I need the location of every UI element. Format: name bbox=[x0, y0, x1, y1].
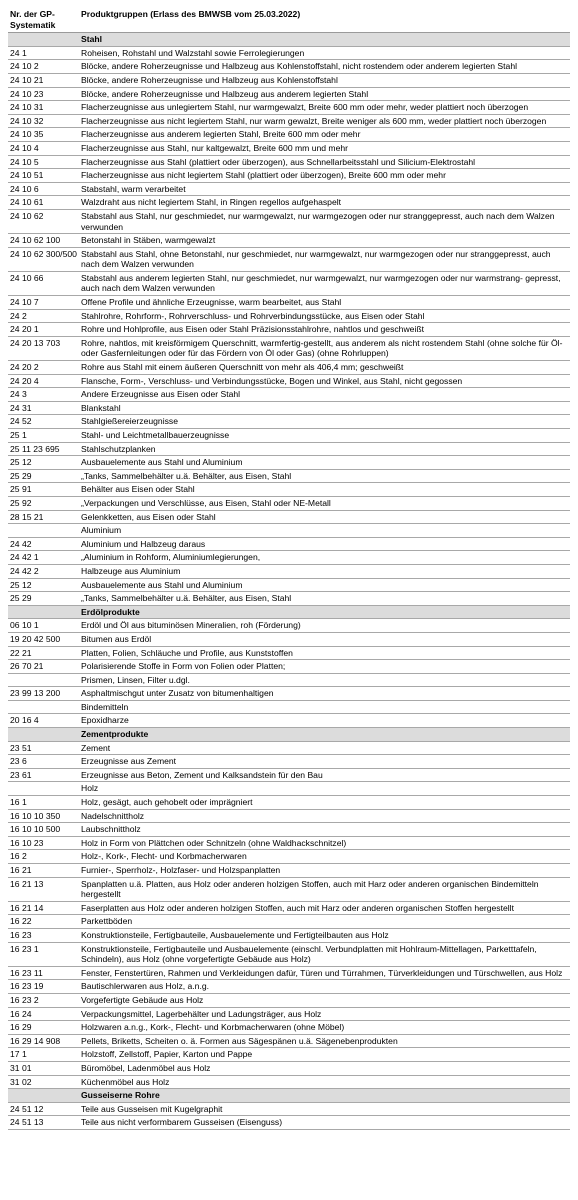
code-cell: 24 20 2 bbox=[8, 361, 79, 375]
product-group-cell: Stabstahl, warm verarbeitet bbox=[79, 182, 570, 196]
table-row bbox=[8, 323, 570, 337]
table-row bbox=[8, 768, 570, 782]
product-group-cell: Bautischlerwaren aus Holz, a.n.g. bbox=[79, 980, 570, 994]
table-row bbox=[8, 196, 570, 210]
table-row bbox=[8, 296, 570, 310]
table-row bbox=[8, 755, 570, 769]
code-cell: 24 31 bbox=[8, 401, 79, 415]
product-group-cell: Stahlgießereierzeugnisse bbox=[79, 415, 570, 429]
table-row bbox=[8, 442, 570, 456]
code-cell: 24 10 35 bbox=[8, 128, 79, 142]
product-group-cell: Holz bbox=[79, 782, 570, 796]
table-row bbox=[8, 361, 570, 375]
code-cell: 16 2 bbox=[8, 850, 79, 864]
table-row bbox=[8, 796, 570, 810]
code-cell: 24 42 bbox=[8, 537, 79, 551]
table-row bbox=[8, 169, 570, 183]
table-row bbox=[8, 741, 570, 755]
code-cell: 20 16 4 bbox=[8, 714, 79, 728]
product-group-cell: Konstruktionsteile, Fertigbauteile, Ausbauelemente und Fertigteilbauten aus Holz bbox=[79, 928, 570, 942]
product-group-cell: Büromöbel, Ladenmöbel aus Holz bbox=[79, 1061, 570, 1075]
section-header-row bbox=[8, 605, 570, 619]
product-group-cell: Stahl- und Leichtmetallbauerzeugnisse bbox=[79, 429, 570, 443]
code-cell: 16 23 bbox=[8, 928, 79, 942]
code-cell: 06 10 1 bbox=[8, 619, 79, 633]
code-cell: 24 10 66 bbox=[8, 271, 79, 295]
code-cell: 31 02 bbox=[8, 1075, 79, 1089]
product-group-cell: „Aluminium in Rohform, Aluminiumlegierungen, bbox=[79, 551, 570, 565]
product-group-cell: Furnier-, Sperrholz-, Holzfaser- und Holzspanplatten bbox=[79, 864, 570, 878]
section-title: Stahl bbox=[79, 33, 570, 47]
product-group-cell: Bitumen aus Erdöl bbox=[79, 632, 570, 646]
table-row bbox=[8, 850, 570, 864]
product-group-cell: Stabstahl aus anderem legierten Stahl, nur geschmiedet, nur warmgewalzt, nur warmgezogen oder nur warmstrang- gepresst, auch nach dem Walzen verwunden bbox=[79, 271, 570, 295]
table-row bbox=[8, 592, 570, 606]
code-cell: 24 42 2 bbox=[8, 564, 79, 578]
table-row bbox=[8, 980, 570, 994]
code-cell: 28 15 21 bbox=[8, 510, 79, 524]
table-row bbox=[8, 700, 570, 714]
code-cell: 24 10 4 bbox=[8, 141, 79, 155]
code-cell: 24 10 51 bbox=[8, 169, 79, 183]
code-cell: 16 23 11 bbox=[8, 966, 79, 980]
code-cell bbox=[8, 700, 79, 714]
table-row bbox=[8, 660, 570, 674]
table-row bbox=[8, 578, 570, 592]
code-cell: 24 10 21 bbox=[8, 73, 79, 87]
product-group-cell: Erzeugnisse aus Beton, Zement und Kalksandstein für den Bau bbox=[79, 768, 570, 782]
code-cell: 16 1 bbox=[8, 796, 79, 810]
table-row bbox=[8, 942, 570, 966]
product-group-cell: Laubschnittholz bbox=[79, 823, 570, 837]
table-row bbox=[8, 415, 570, 429]
product-group-cell: Roheisen, Rohstahl und Walzstahl sowie Ferrolegierungen bbox=[79, 46, 570, 60]
product-group-cell: „Tanks, Sammelbehälter u.ä. Behälter, aus Eisen, Stahl bbox=[79, 592, 570, 606]
table-row bbox=[8, 836, 570, 850]
code-cell: 25 1 bbox=[8, 429, 79, 443]
product-group-table bbox=[8, 8, 570, 1130]
code-cell: 24 51 13 bbox=[8, 1116, 79, 1130]
table-row bbox=[8, 1061, 570, 1075]
code-cell: 22 21 bbox=[8, 646, 79, 660]
product-group-cell: Fenster, Fenstertüren, Rahmen und Verkleidungen dafür, Türen und Türrahmen, Türverkleidungen und Türschwellen, aus Holz bbox=[79, 966, 570, 980]
code-cell: 24 10 31 bbox=[8, 101, 79, 115]
table-row bbox=[8, 209, 570, 233]
code-cell: 16 29 14 908 bbox=[8, 1034, 79, 1048]
code-cell: 17 1 bbox=[8, 1048, 79, 1062]
product-group-cell: Asphaltmischgut unter Zusatz von bitumenhaltigen bbox=[79, 687, 570, 701]
code-cell: 16 23 19 bbox=[8, 980, 79, 994]
product-group-cell: „Verpackungen und Verschlüsse, aus Eisen, Stahl oder NE-Metall bbox=[79, 496, 570, 510]
table-row bbox=[8, 429, 570, 443]
product-group-cell: Flacherzeugnisse aus nicht legiertem Stahl (plattiert oder überzogen), Breite 600 mm oder mehr bbox=[79, 169, 570, 183]
table-row bbox=[8, 496, 570, 510]
table-row bbox=[8, 60, 570, 74]
product-group-cell: Rohre aus Stahl mit einem äußeren Querschnitt von mehr als 406,4 mm; geschweißt bbox=[79, 361, 570, 375]
code-cell bbox=[8, 33, 79, 47]
code-cell: 24 10 2 bbox=[8, 60, 79, 74]
product-group-cell: „Tanks, Sammelbehälter u.ä. Behälter, aus Eisen, Stahl bbox=[79, 469, 570, 483]
code-cell: 24 51 12 bbox=[8, 1102, 79, 1116]
product-group-cell: Teile aus Gusseisen mit Kugelgraphit bbox=[79, 1102, 570, 1116]
code-cell: 24 52 bbox=[8, 415, 79, 429]
table-row bbox=[8, 619, 570, 633]
table-row bbox=[8, 632, 570, 646]
table-row bbox=[8, 966, 570, 980]
code-cell: 24 20 13 703 bbox=[8, 336, 79, 360]
code-cell: 25 29 bbox=[8, 592, 79, 606]
product-group-cell: Blankstahl bbox=[79, 401, 570, 415]
product-group-cell: Offene Profile und ähnliche Erzeugnisse, warm bearbeitet, aus Stahl bbox=[79, 296, 570, 310]
code-cell bbox=[8, 524, 79, 538]
table-row bbox=[8, 823, 570, 837]
code-cell: 24 10 7 bbox=[8, 296, 79, 310]
product-group-cell: Blöcke, andere Roherzeugnisse und Halbzeug aus Kohlenstoffstahl bbox=[79, 73, 570, 87]
product-group-cell: Flacherzeugnisse aus nicht legiertem Stahl, nur warm gewalzt, Breite weniger als 600 mm, weder plattiert noch überzogen bbox=[79, 114, 570, 128]
product-group-cell: Aluminium bbox=[79, 524, 570, 538]
code-cell: 25 12 bbox=[8, 456, 79, 470]
table-row bbox=[8, 864, 570, 878]
code-cell: 23 61 bbox=[8, 768, 79, 782]
product-group-cell: Parkettböden bbox=[79, 915, 570, 929]
table-row bbox=[8, 128, 570, 142]
table-row bbox=[8, 1034, 570, 1048]
table-body bbox=[8, 33, 570, 1130]
table-row bbox=[8, 234, 570, 248]
product-group-cell: Ausbauelemente aus Stahl und Aluminium bbox=[79, 456, 570, 470]
section-title: Erdölprodukte bbox=[79, 605, 570, 619]
table-row bbox=[8, 551, 570, 565]
header-row bbox=[8, 8, 570, 33]
product-group-cell: Halbzeuge aus Aluminium bbox=[79, 564, 570, 578]
product-group-cell: Rohre, nahtlos, mit kreisförmigem Querschnitt, warmfertig-gestellt, aus anderem als nicht rostendem Stahl (ohne solche für Öl- oder Gasfernleitungen oder für das Fördern von Öl oder Gas) (ohne Rohrluppen) bbox=[79, 336, 570, 360]
product-group-cell: Zement bbox=[79, 741, 570, 755]
code-cell: 16 29 bbox=[8, 1021, 79, 1035]
code-cell: 16 10 10 350 bbox=[8, 809, 79, 823]
code-cell: 16 10 10 500 bbox=[8, 823, 79, 837]
table-row bbox=[8, 510, 570, 524]
product-group-cell: Nadelschnittholz bbox=[79, 809, 570, 823]
code-cell: 24 10 32 bbox=[8, 114, 79, 128]
product-group-cell: Stahlrohre, Rohrform-, Rohrverschluss- und Rohrverbindungsstücke, aus Eisen oder Stahl bbox=[79, 309, 570, 323]
table-row bbox=[8, 537, 570, 551]
code-cell: 25 12 bbox=[8, 578, 79, 592]
table-row bbox=[8, 564, 570, 578]
table-row bbox=[8, 524, 570, 538]
product-group-cell: Pellets, Briketts, Scheiten o. ä. Formen aus Sägespänen u.ä. Sägenebenprodukten bbox=[79, 1034, 570, 1048]
table-row bbox=[8, 1021, 570, 1035]
product-group-cell: Epoxidharze bbox=[79, 714, 570, 728]
product-group-cell: Walzdraht aus nicht legiertem Stahl, in Ringen regellos aufgehaspelt bbox=[79, 196, 570, 210]
table-row bbox=[8, 877, 570, 901]
table-header bbox=[8, 8, 570, 33]
table-row bbox=[8, 114, 570, 128]
product-group-cell: Konstruktionsteile, Fertigbauteile und Ausbauelemente (einschl. Verbundplatten mit Hohlraum-Mittellagen, Parketttafeln, Schindeln), aus Holz (ohne vorgefertigte Gebäude aus Holz) bbox=[79, 942, 570, 966]
table-row bbox=[8, 782, 570, 796]
table-row bbox=[8, 915, 570, 929]
table-row bbox=[8, 1102, 570, 1116]
product-group-cell: Betonstahl in Stäben, warmgewalzt bbox=[79, 234, 570, 248]
product-group-cell: Stabstahl aus Stahl, ohne Betonstahl, nur geschmiedet, nur warmgewalzt, nur warmgezogen oder nur stranggepresst, auch nach dem Walzen verwunden bbox=[79, 247, 570, 271]
product-group-cell: Bindemitteln bbox=[79, 700, 570, 714]
table-row bbox=[8, 928, 570, 942]
code-cell: 23 51 bbox=[8, 741, 79, 755]
code-cell: 16 10 23 bbox=[8, 836, 79, 850]
code-cell: 23 99 13 200 bbox=[8, 687, 79, 701]
column-header-product-group: Produktgruppen (Erlass des BMWSB vom 25.03.2022) bbox=[79, 8, 570, 33]
table-row bbox=[8, 714, 570, 728]
product-group-cell: Holz, gesägt, auch gehobelt oder imprägniert bbox=[79, 796, 570, 810]
product-group-cell: Ausbauelemente aus Stahl und Aluminium bbox=[79, 578, 570, 592]
product-group-cell: Behälter aus Eisen oder Stahl bbox=[79, 483, 570, 497]
product-group-cell: Holz in Form von Plättchen oder Schnitzeln (ohne Waldhackschnitzel) bbox=[79, 836, 570, 850]
code-cell: 23 6 bbox=[8, 755, 79, 769]
code-cell: 24 10 62 100 bbox=[8, 234, 79, 248]
code-cell: 16 23 1 bbox=[8, 942, 79, 966]
code-cell: 16 24 bbox=[8, 1007, 79, 1021]
product-group-cell: Prismen, Linsen, Filter u.dgl. bbox=[79, 673, 570, 687]
code-cell: 16 21 14 bbox=[8, 901, 79, 915]
code-cell: 24 10 6 bbox=[8, 182, 79, 196]
code-cell: 24 10 61 bbox=[8, 196, 79, 210]
product-group-cell: Erdöl und Öl aus bituminösen Mineralien, roh (Förderung) bbox=[79, 619, 570, 633]
product-group-cell: Rohre und Hohlprofile, aus Eisen oder Stahl Präzisionsstahlrohre, nahtlos und geschweißt bbox=[79, 323, 570, 337]
product-group-cell: Spanplatten u.ä. Platten, aus Holz oder anderen holzigen Stoffen, auch mit Harz oder anderen organischen Bindemitteln hergestellt bbox=[79, 877, 570, 901]
product-group-table-container bbox=[8, 8, 570, 1130]
product-group-cell: Flansche, Form-, Verschluss- und Verbindungsstücke, Bogen und Winkel, aus Stahl, nicht gegossen bbox=[79, 374, 570, 388]
table-row bbox=[8, 87, 570, 101]
code-cell: 31 01 bbox=[8, 1061, 79, 1075]
column-header-code: Nr. der GP-Systematik bbox=[8, 8, 79, 33]
section-header-row bbox=[8, 728, 570, 742]
product-group-cell: Andere Erzeugnisse aus Eisen oder Stahl bbox=[79, 388, 570, 402]
code-cell: 24 3 bbox=[8, 388, 79, 402]
table-row bbox=[8, 336, 570, 360]
section-header-row bbox=[8, 1089, 570, 1103]
code-cell: 16 21 13 bbox=[8, 877, 79, 901]
code-cell bbox=[8, 728, 79, 742]
table-row bbox=[8, 141, 570, 155]
table-row bbox=[8, 901, 570, 915]
product-group-cell: Vorgefertigte Gebäude aus Holz bbox=[79, 993, 570, 1007]
product-group-cell: Faserplatten aus Holz oder anderen holzigen Stoffen, auch mit Harz oder anderen organischen Stoffen hergestellt bbox=[79, 901, 570, 915]
code-cell: 24 10 5 bbox=[8, 155, 79, 169]
code-cell bbox=[8, 605, 79, 619]
product-group-cell: Gelenkketten, aus Eisen oder Stahl bbox=[79, 510, 570, 524]
table-row bbox=[8, 809, 570, 823]
table-row bbox=[8, 247, 570, 271]
product-group-cell: Stabstahl aus Stahl, nur geschmiedet, nur warmgewalzt, nur warmgezogen oder nur stranggepresst, auch nach dem Walzen verwunden bbox=[79, 209, 570, 233]
code-cell: 24 10 62 bbox=[8, 209, 79, 233]
product-group-cell: Küchenmöbel aus Holz bbox=[79, 1075, 570, 1089]
table-row bbox=[8, 271, 570, 295]
table-row bbox=[8, 1116, 570, 1130]
code-cell: 25 29 bbox=[8, 469, 79, 483]
product-group-cell: Blöcke, andere Roherzeugnisse und Halbzeug aus anderem legierten Stahl bbox=[79, 87, 570, 101]
product-group-cell: Flacherzeugnisse aus anderem legierten Stahl, Breite 600 mm oder mehr bbox=[79, 128, 570, 142]
table-row bbox=[8, 687, 570, 701]
product-group-cell: Blöcke, andere Roherzeugnisse und Halbzeug aus Kohlenstoffstahl, nicht rostendem oder anderem legierten Stahl bbox=[79, 60, 570, 74]
table-row bbox=[8, 309, 570, 323]
table-row bbox=[8, 1075, 570, 1089]
product-group-cell: Flacherzeugnisse aus Stahl, nur kaltgewalzt, Breite 600 mm und mehr bbox=[79, 141, 570, 155]
section-title: Zementprodukte bbox=[79, 728, 570, 742]
product-group-cell: Polarisierende Stoffe in Form von Folien oder Platten; bbox=[79, 660, 570, 674]
product-group-cell: Verpackungsmittel, Lagerbehälter und Ladungsträger, aus Holz bbox=[79, 1007, 570, 1021]
code-cell: 24 20 4 bbox=[8, 374, 79, 388]
table-row bbox=[8, 673, 570, 687]
code-cell: 19 20 42 500 bbox=[8, 632, 79, 646]
table-row bbox=[8, 155, 570, 169]
product-group-cell: Stahlschutzplanken bbox=[79, 442, 570, 456]
table-row bbox=[8, 1007, 570, 1021]
section-header-row bbox=[8, 33, 570, 47]
code-cell: 25 92 bbox=[8, 496, 79, 510]
table-row bbox=[8, 646, 570, 660]
product-group-cell: Platten, Folien, Schläuche und Profile, aus Kunststoffen bbox=[79, 646, 570, 660]
product-group-cell: Holzstoff, Zellstoff, Papier, Karton und Pappe bbox=[79, 1048, 570, 1062]
table-row bbox=[8, 469, 570, 483]
table-row bbox=[8, 101, 570, 115]
section-title: Gusseiserne Rohre bbox=[79, 1089, 570, 1103]
code-cell: 16 22 bbox=[8, 915, 79, 929]
table-row bbox=[8, 401, 570, 415]
code-cell: 24 10 62 300/500 bbox=[8, 247, 79, 271]
code-cell bbox=[8, 673, 79, 687]
code-cell bbox=[8, 782, 79, 796]
code-cell: 16 23 2 bbox=[8, 993, 79, 1007]
code-cell: 24 20 1 bbox=[8, 323, 79, 337]
table-row bbox=[8, 993, 570, 1007]
code-cell bbox=[8, 1089, 79, 1103]
code-cell: 24 2 bbox=[8, 309, 79, 323]
code-cell: 26 70 21 bbox=[8, 660, 79, 674]
product-group-cell: Holz-, Kork-, Flecht- und Korbmacherwaren bbox=[79, 850, 570, 864]
table-row bbox=[8, 374, 570, 388]
table-row bbox=[8, 1048, 570, 1062]
product-group-cell: Erzeugnisse aus Zement bbox=[79, 755, 570, 769]
table-row bbox=[8, 73, 570, 87]
table-row bbox=[8, 182, 570, 196]
code-cell: 24 10 23 bbox=[8, 87, 79, 101]
product-group-cell: Teile aus nicht verformbarem Gusseisen (Eisenguss) bbox=[79, 1116, 570, 1130]
table-row bbox=[8, 388, 570, 402]
table-row bbox=[8, 456, 570, 470]
code-cell: 16 21 bbox=[8, 864, 79, 878]
table-row bbox=[8, 46, 570, 60]
product-group-cell: Flacherzeugnisse aus unlegiertem Stahl, nur warmgewalzt, Breite 600 mm oder mehr, weder plattiert noch überzogen bbox=[79, 101, 570, 115]
table-row bbox=[8, 483, 570, 497]
product-group-cell: Aluminium und Halbzeug daraus bbox=[79, 537, 570, 551]
code-cell: 25 11 23 695 bbox=[8, 442, 79, 456]
product-group-cell: Flacherzeugnisse aus Stahl (plattiert oder überzogen), aus Schnellarbeitsstahl und Silicium-Elektrostahl bbox=[79, 155, 570, 169]
code-cell: 25 91 bbox=[8, 483, 79, 497]
code-cell: 24 42 1 bbox=[8, 551, 79, 565]
code-cell: 24 1 bbox=[8, 46, 79, 60]
product-group-cell: Holzwaren a.n.g., Kork-, Flecht- und Korbmacherwaren (ohne Möbel) bbox=[79, 1021, 570, 1035]
